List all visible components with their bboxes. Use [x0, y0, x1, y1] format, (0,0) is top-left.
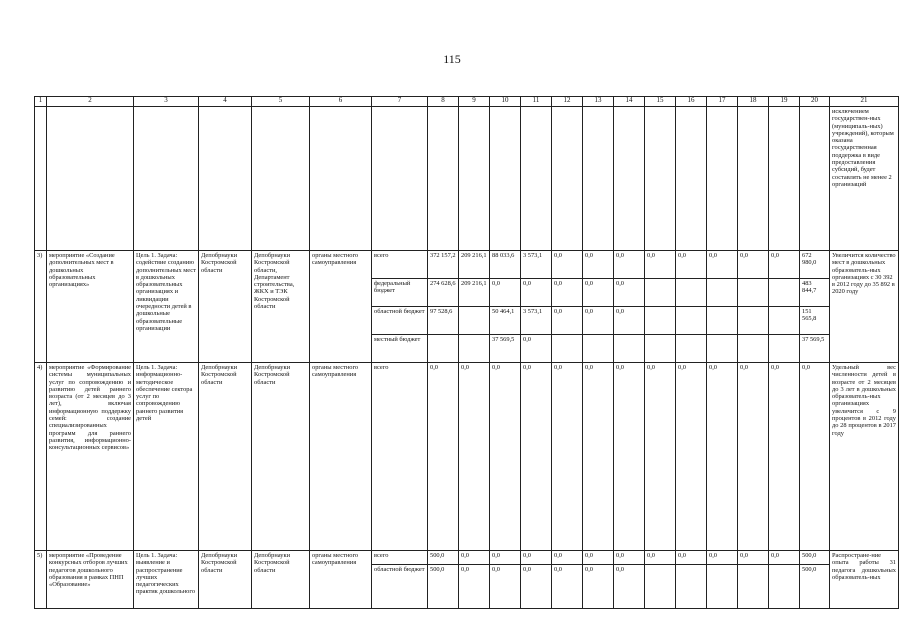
- value-cell: [428, 335, 459, 363]
- value-cell: 50 464,1: [490, 307, 521, 335]
- value-cell: 0,0: [676, 363, 707, 551]
- value-cell: 672 980,0: [800, 251, 830, 279]
- value-cell: 37 569,5: [490, 335, 521, 363]
- value-cell: [707, 565, 738, 609]
- local-authority-cell: органы местного самоуправления: [310, 363, 372, 551]
- value-cell: [459, 307, 490, 335]
- value-cell: 0,0: [676, 251, 707, 279]
- value-cell: 0,0: [459, 363, 490, 551]
- col-header: 18: [738, 97, 769, 107]
- value-cell: [676, 565, 707, 609]
- value-cell: 0,0: [583, 251, 614, 279]
- value-cell: 0,0: [769, 251, 800, 279]
- value-cell: 0,0: [459, 565, 490, 609]
- value-cell: 0,0: [552, 307, 583, 335]
- value-cell: 0,0: [583, 551, 614, 565]
- local-authority-cell: органы местного самоуправления: [310, 551, 372, 609]
- col-header: 8: [428, 97, 459, 107]
- value-cell: 0,0: [459, 551, 490, 565]
- col-header: 7: [372, 97, 428, 107]
- col-header: 17: [707, 97, 738, 107]
- value-cell: 0,0: [707, 363, 738, 551]
- value-cell: 500,0: [428, 565, 459, 609]
- col-header: 16: [676, 97, 707, 107]
- value-cell: 0,0: [490, 565, 521, 609]
- value-cell: 209 216,1: [459, 279, 490, 307]
- value-cell: 0,0: [707, 251, 738, 279]
- value-cell: 0,0: [614, 307, 645, 335]
- value-cell: 209 216,1: [459, 251, 490, 279]
- row-number: 5): [35, 551, 47, 609]
- col-header: 1: [35, 97, 47, 107]
- goal-cell: Цель 1. Задача: выявление и распространение лучших педагогических практик дошкольного: [134, 551, 199, 609]
- funding-source: всего: [372, 363, 428, 551]
- value-cell: [738, 565, 769, 609]
- value-cell: 500,0: [428, 551, 459, 565]
- coexecutor-cell: Депобрнауки Костромской области: [252, 551, 310, 609]
- value-cell: [676, 307, 707, 335]
- value-cell: 0,0: [614, 363, 645, 551]
- value-cell: 0,0: [552, 565, 583, 609]
- funding-source: федеральный бюджет: [372, 279, 428, 307]
- col-header: 5: [252, 97, 310, 107]
- value-cell: 0,0: [552, 363, 583, 551]
- program-table: [34, 96, 899, 609]
- value-cell: 0,0: [583, 565, 614, 609]
- value-cell: 0,0: [490, 551, 521, 565]
- executor-cell: Депобрнауки Костромской области: [199, 551, 252, 609]
- col-header: 15: [645, 97, 676, 107]
- result-cell: Увеличится количество мест в дошкольных образователь-ных организациях с 30 392 в 2012 году до 35 892 в 2020 году: [830, 251, 899, 363]
- value-cell: 0,0: [707, 551, 738, 565]
- local-authority-cell: органы местного самоуправления: [310, 251, 372, 363]
- value-cell: [738, 279, 769, 307]
- value-cell: [707, 335, 738, 363]
- value-cell: 88 033,6: [490, 251, 521, 279]
- measure-name: мероприятие «Проведение конкурсных отборов лучших педагогов дошкольного образования в рамках ПНП «Образование»: [47, 551, 134, 609]
- value-cell: 0,0: [490, 363, 521, 551]
- value-cell: 0,0: [738, 363, 769, 551]
- value-cell: 500,0: [800, 565, 830, 609]
- value-cell: [676, 279, 707, 307]
- value-cell: 97 528,6: [428, 307, 459, 335]
- col-header: 6: [310, 97, 372, 107]
- result-cell: исключением государствен-ных (муниципаль-ных) учреждений), которым оказана государственная поддержка в виде предоставления субсидий, будет составлять не менее 2 организаций: [830, 107, 899, 251]
- funding-source: местный бюджет: [372, 335, 428, 363]
- value-cell: [769, 279, 800, 307]
- value-cell: 0,0: [583, 307, 614, 335]
- funding-source: всего: [372, 551, 428, 565]
- value-cell: [769, 565, 800, 609]
- col-header: 4: [199, 97, 252, 107]
- value-cell: [738, 335, 769, 363]
- col-header: 13: [583, 97, 614, 107]
- funding-source: областной бюджет: [372, 307, 428, 335]
- value-cell: 37 569,5: [800, 335, 830, 363]
- funding-source: областной бюджет: [372, 565, 428, 609]
- coexecutor-cell: Депобрнауки Костромской области, Департамент строительства, ЖКХ и ТЭК Костромской области: [252, 251, 310, 363]
- value-cell: 0,0: [614, 251, 645, 279]
- value-cell: [769, 335, 800, 363]
- value-cell: 0,0: [521, 551, 552, 565]
- value-cell: 0,0: [428, 363, 459, 551]
- col-header: 2: [47, 97, 134, 107]
- value-cell: 0,0: [800, 363, 830, 551]
- value-cell: [645, 307, 676, 335]
- table-row: [35, 363, 899, 551]
- coexecutor-cell: Депобрнауки Костромской области: [252, 363, 310, 551]
- value-cell: 0,0: [769, 551, 800, 565]
- continuation-row: [35, 107, 899, 251]
- value-cell: 0,0: [614, 565, 645, 609]
- measure-name: мероприятие «Формирование системы муниципальных услуг по сопровождению и развитию детей раннего возраста (от 2 месяцев до 3 лет), включая информационную поддержку семей: создание специализированных программ для раннего развития, информационно-консультационных сервисов»: [47, 363, 134, 551]
- page-number: 115: [443, 52, 461, 66]
- value-cell: [707, 307, 738, 335]
- value-cell: 483 844,7: [800, 279, 830, 307]
- value-cell: 0,0: [676, 551, 707, 565]
- col-header: 11: [521, 97, 552, 107]
- result-cell: Удельный вес численности детей в возрасте от 2 месяцев до 3 лет в дошкольных образователь-ных организациях увеличится с 9 процентов в 2012 году до 28 процентов в 2017 году: [830, 363, 899, 551]
- result-cell: Распростране-ние опыта работы 31 педагога дошкольных образователь-ных: [830, 551, 899, 609]
- col-header: 19: [769, 97, 800, 107]
- executor-cell: Депобрнауки Костромской области: [199, 363, 252, 551]
- value-cell: 3 573,1: [521, 307, 552, 335]
- value-cell: 500,0: [800, 551, 830, 565]
- value-cell: 0,0: [614, 551, 645, 565]
- value-cell: [645, 279, 676, 307]
- col-header: 10: [490, 97, 521, 107]
- goal-cell: Цель 1. Задача: содействие созданию дополнительных мест в дошкольных образовательных организациях и ликвидации очередности детей в дошкольные образовательные организации: [134, 251, 199, 363]
- value-cell: 3 573,1: [521, 251, 552, 279]
- value-cell: 0,0: [614, 279, 645, 307]
- value-cell: 151 565,8: [800, 307, 830, 335]
- value-cell: [645, 335, 676, 363]
- value-cell: 0,0: [583, 279, 614, 307]
- value-cell: 0,0: [521, 565, 552, 609]
- value-cell: 0,0: [552, 279, 583, 307]
- executor-cell: Депобрнауки Костромской области: [199, 251, 252, 363]
- value-cell: 0,0: [552, 551, 583, 565]
- value-cell: 274 628,6: [428, 279, 459, 307]
- value-cell: [583, 335, 614, 363]
- value-cell: 0,0: [552, 251, 583, 279]
- value-cell: 0,0: [521, 335, 552, 363]
- measure-name: мероприятие «Создание дополнительных мест в дошкольных образовательных организациях»: [47, 251, 134, 363]
- table-row: [35, 251, 899, 279]
- value-cell: [769, 307, 800, 335]
- value-cell: 0,0: [645, 251, 676, 279]
- value-cell: [459, 335, 490, 363]
- value-cell: 372 157,2: [428, 251, 459, 279]
- value-cell: 0,0: [738, 251, 769, 279]
- value-cell: 0,0: [583, 363, 614, 551]
- value-cell: [676, 335, 707, 363]
- value-cell: 0,0: [490, 279, 521, 307]
- value-cell: 0,0: [738, 551, 769, 565]
- value-cell: 0,0: [645, 363, 676, 551]
- value-cell: [645, 565, 676, 609]
- col-header: 20: [800, 97, 830, 107]
- row-number: 3): [35, 251, 47, 363]
- col-header: 14: [614, 97, 645, 107]
- col-header: 3: [134, 97, 199, 107]
- value-cell: 0,0: [521, 279, 552, 307]
- col-header: 21: [830, 97, 899, 107]
- value-cell: 0,0: [645, 551, 676, 565]
- value-cell: [738, 307, 769, 335]
- value-cell: [552, 335, 583, 363]
- value-cell: [614, 335, 645, 363]
- header-row: [35, 97, 899, 107]
- value-cell: [707, 279, 738, 307]
- goal-cell: Цель 1. Задача: информационно-методическое обеспечение сектора услуг по сопровождению раннего развития детей: [134, 363, 199, 551]
- value-cell: 0,0: [521, 363, 552, 551]
- col-header: 9: [459, 97, 490, 107]
- funding-source: всего: [372, 251, 428, 279]
- row-number: 4): [35, 363, 47, 551]
- table-row: [35, 551, 899, 565]
- value-cell: 0,0: [769, 363, 800, 551]
- col-header: 12: [552, 97, 583, 107]
